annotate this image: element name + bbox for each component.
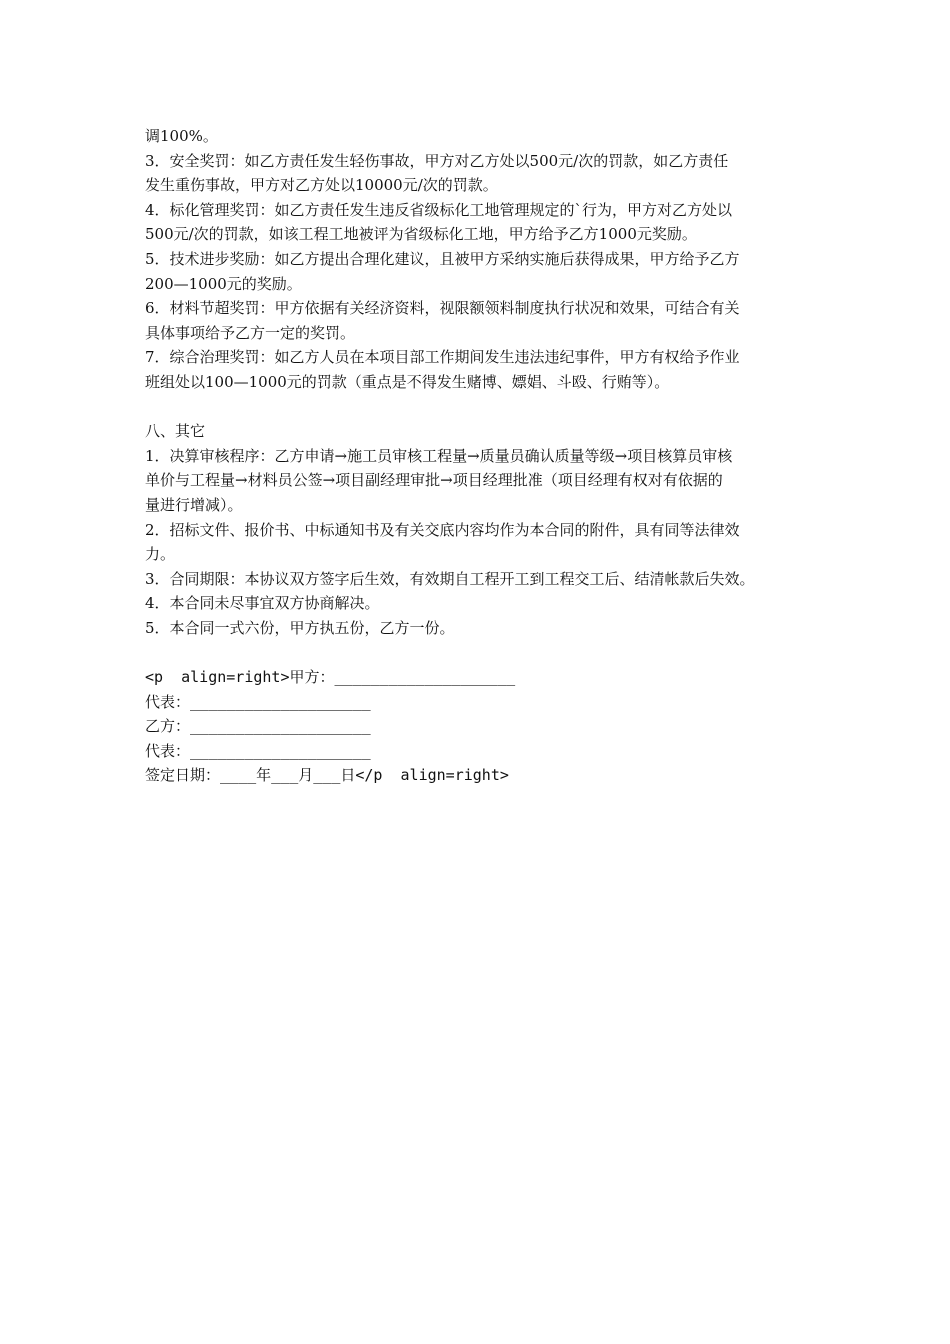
blank-line	[145, 395, 825, 420]
document-page	[145, 124, 825, 788]
paragraph-line: 6．材料节超奖罚：甲方依据有关经济资料，视限额领料制度执行状况和效果，可结合有关	[145, 299, 740, 318]
paragraph-line: 3．合同期限：本协议双方签字后生效，有效期自工程开工到工程交工后、结清帐款后失效。	[145, 569, 755, 588]
paragraph-line: 量进行增减）。	[145, 495, 243, 514]
signature-party-a	[145, 665, 825, 690]
party-b-rep-blank: ____________________	[190, 741, 371, 760]
stray-tag-close: </p align=right>	[355, 766, 509, 785]
paragraph-line: 发生重伤事故，甲方对乙方处以10000元/次的罚款。	[145, 176, 498, 195]
signature-party-b	[145, 714, 825, 739]
signature-block	[145, 665, 825, 788]
paragraph-line: 2．招标文件、报价书、中标通知书及有关交底内容均作为本合同的附件，具有同等法律效	[145, 520, 740, 539]
paragraph-line: 3．安全奖罚：如乙方责任发生轻伤事故，甲方对乙方处以500元/次的罚款，如乙方责任	[145, 151, 729, 170]
day-label: 日	[340, 766, 356, 785]
blank-line	[145, 640, 825, 665]
paragraph-line: 500元/次的罚款，如该工程工地被评为省级标化工地，甲方给予乙方1000元奖励。	[145, 225, 697, 244]
signature-date	[145, 763, 825, 788]
paragraph-line: 班组处以100—1000元的罚款（重点是不得发生赌博、嫖娼、斗殴、行贿等）。	[145, 372, 670, 391]
party-a-rep-label: 代表：	[145, 692, 191, 711]
paragraph-line: 5．本合同一式六份，甲方执五份，乙方一份。	[145, 618, 455, 637]
paragraph-line: 7．综合治理奖罚：如乙方人员在本项目部工作期间发生违法违纪事件，甲方有权给予作业	[145, 348, 740, 367]
section-8	[145, 419, 825, 640]
party-b-blank: ____________________	[190, 717, 371, 736]
stray-tag-open: <p align=right>	[145, 668, 290, 687]
party-a-blank: ____________________	[334, 668, 516, 687]
party-a-rep-blank: ____________________	[190, 692, 371, 711]
year-blank: ____	[220, 766, 257, 785]
paragraph-line: 力。	[145, 545, 176, 564]
paragraph-line: 具体事项给予乙方一定的奖罚。	[145, 323, 356, 342]
date-label: 签定日期：	[145, 766, 221, 785]
section-heading: 八、其它	[145, 422, 206, 441]
paragraph-line: 单价与工程量→材料员公签→项目副经理审批→项目经理批准（项目经理有权对有依据的	[145, 471, 723, 490]
month-blank: ___	[271, 766, 299, 785]
paragraph-line: 5．技术进步奖励：如乙方提出合理化建议，且被甲方采纳实施后获得成果，甲方给予乙方	[145, 249, 740, 268]
paragraph-line: 4．标化管理奖罚：如乙方责任发生违反省级标化工地管理规定的`行为，甲方对乙方处以	[145, 200, 733, 219]
paragraph-line: 4．本合同未尽事宜双方协商解决。	[145, 594, 380, 613]
month-label: 月	[298, 766, 314, 785]
signature-party-b-rep	[145, 739, 825, 764]
paragraph-line: 1．决算审核程序：乙方申请→施工员审核工程量→质量员确认质量等级→项目核算员审核	[145, 446, 733, 465]
year-label: 年	[256, 766, 272, 785]
paragraph-line: 200—1000元的奖励。	[145, 274, 302, 293]
section-7-tail	[145, 124, 825, 395]
day-blank: ___	[313, 766, 341, 785]
party-b-label: 乙方：	[145, 717, 191, 736]
party-b-rep-label: 代表：	[145, 741, 191, 760]
party-a-label: 甲方：	[289, 668, 335, 687]
signature-party-a-rep	[145, 690, 825, 715]
paragraph-line: 调100%。	[145, 127, 218, 145]
